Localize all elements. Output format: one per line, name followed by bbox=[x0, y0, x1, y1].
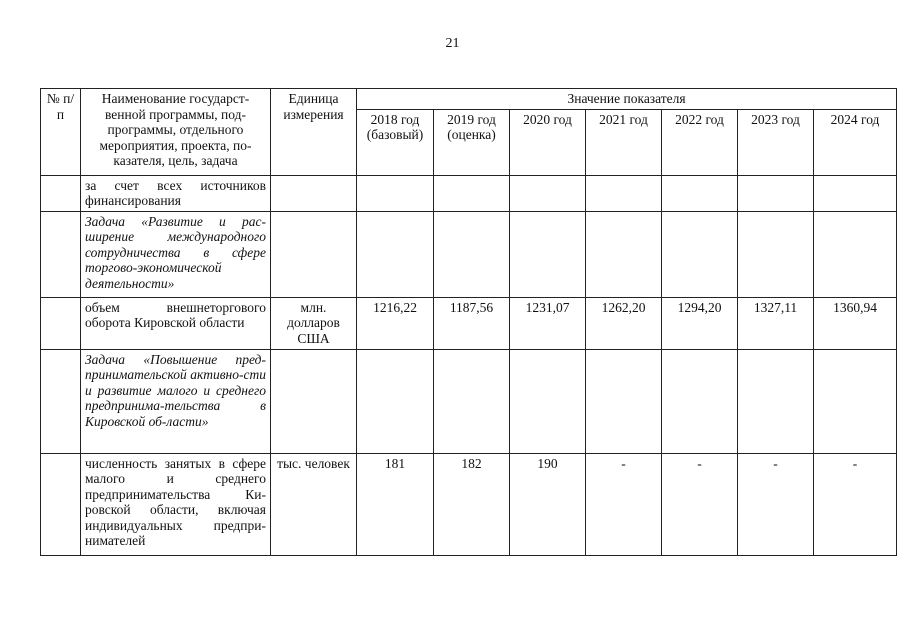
row-unit: тыс. человек bbox=[271, 453, 357, 555]
table-row bbox=[41, 349, 897, 453]
row-value: 190 bbox=[510, 453, 586, 555]
row-value: 1187,56 bbox=[434, 297, 510, 349]
indicator-table bbox=[40, 88, 897, 556]
table-row bbox=[41, 211, 897, 297]
row-value: 1216,22 bbox=[357, 297, 434, 349]
row-value bbox=[738, 175, 814, 211]
row-value bbox=[510, 175, 586, 211]
row-value bbox=[434, 175, 510, 211]
row-value: - bbox=[586, 453, 662, 555]
header-num: № п/п bbox=[41, 89, 81, 176]
page-number: 21 bbox=[445, 36, 460, 51]
row-value: 1294,20 bbox=[662, 297, 738, 349]
row-value bbox=[814, 211, 897, 297]
row-value bbox=[357, 211, 434, 297]
header-year-2019: 2019 год (оценка) bbox=[434, 109, 510, 175]
header-value-group: Значение показателя bbox=[357, 89, 897, 110]
row-value bbox=[586, 349, 662, 453]
table-row bbox=[41, 453, 897, 555]
row-num bbox=[41, 349, 81, 453]
row-value bbox=[586, 211, 662, 297]
row-value bbox=[510, 349, 586, 453]
row-value: 1262,20 bbox=[586, 297, 662, 349]
row-value bbox=[434, 211, 510, 297]
row-value bbox=[814, 175, 897, 211]
row-value: 181 bbox=[357, 453, 434, 555]
task-name: Задача «Развитие и рас-ширение международного сотрудничества в сфере торгово-экономической деятельности» bbox=[81, 211, 271, 297]
row-value: - bbox=[814, 453, 897, 555]
row-value: - bbox=[738, 453, 814, 555]
header-name: Наименование государст-венной программы, под-программы, отдельного мероприятия, проекта, по-казателя, цель, задача bbox=[81, 89, 271, 176]
row-name: численность занятых в сфере малого и среднего предпринимательства Ки-ровской области, включая индивидуальных предпри-нимателей bbox=[81, 453, 271, 555]
row-name: объем внешнеторгового оборота Кировской области bbox=[81, 297, 271, 349]
row-value: 1327,11 bbox=[738, 297, 814, 349]
row-value bbox=[738, 211, 814, 297]
header-unit: Единица измерения bbox=[271, 89, 357, 176]
header-year-2022: 2022 год bbox=[662, 109, 738, 175]
table-row bbox=[41, 297, 897, 349]
row-unit bbox=[271, 211, 357, 297]
table-row bbox=[41, 175, 897, 211]
row-value bbox=[738, 349, 814, 453]
row-value bbox=[510, 211, 586, 297]
row-num bbox=[41, 211, 81, 297]
row-num bbox=[41, 297, 81, 349]
row-value bbox=[662, 349, 738, 453]
header-year-2024: 2024 год bbox=[814, 109, 897, 175]
row-value bbox=[662, 175, 738, 211]
row-value bbox=[814, 349, 897, 453]
header-year-2023: 2023 год bbox=[738, 109, 814, 175]
task-name: Задача «Повышение пред-принимательской активно-сти и развитие малого и среднего предпринима-тельства в Кировской об-ласти» bbox=[81, 349, 271, 453]
header-year-2020: 2020 год bbox=[510, 109, 586, 175]
row-value bbox=[357, 175, 434, 211]
row-unit: млн. долларов США bbox=[271, 297, 357, 349]
header-year-2018: 2018 год (базовый) bbox=[357, 109, 434, 175]
row-num bbox=[41, 175, 81, 211]
row-value: - bbox=[662, 453, 738, 555]
row-value: 182 bbox=[434, 453, 510, 555]
header-year-2021: 2021 год bbox=[586, 109, 662, 175]
row-value bbox=[662, 211, 738, 297]
row-value bbox=[434, 349, 510, 453]
row-value bbox=[586, 175, 662, 211]
row-value: 1360,94 bbox=[814, 297, 897, 349]
row-name: за счет всех источников финансирования bbox=[81, 175, 271, 211]
row-num bbox=[41, 453, 81, 555]
row-value: 1231,07 bbox=[510, 297, 586, 349]
row-value bbox=[357, 349, 434, 453]
row-unit bbox=[271, 175, 357, 211]
row-unit bbox=[271, 349, 357, 453]
